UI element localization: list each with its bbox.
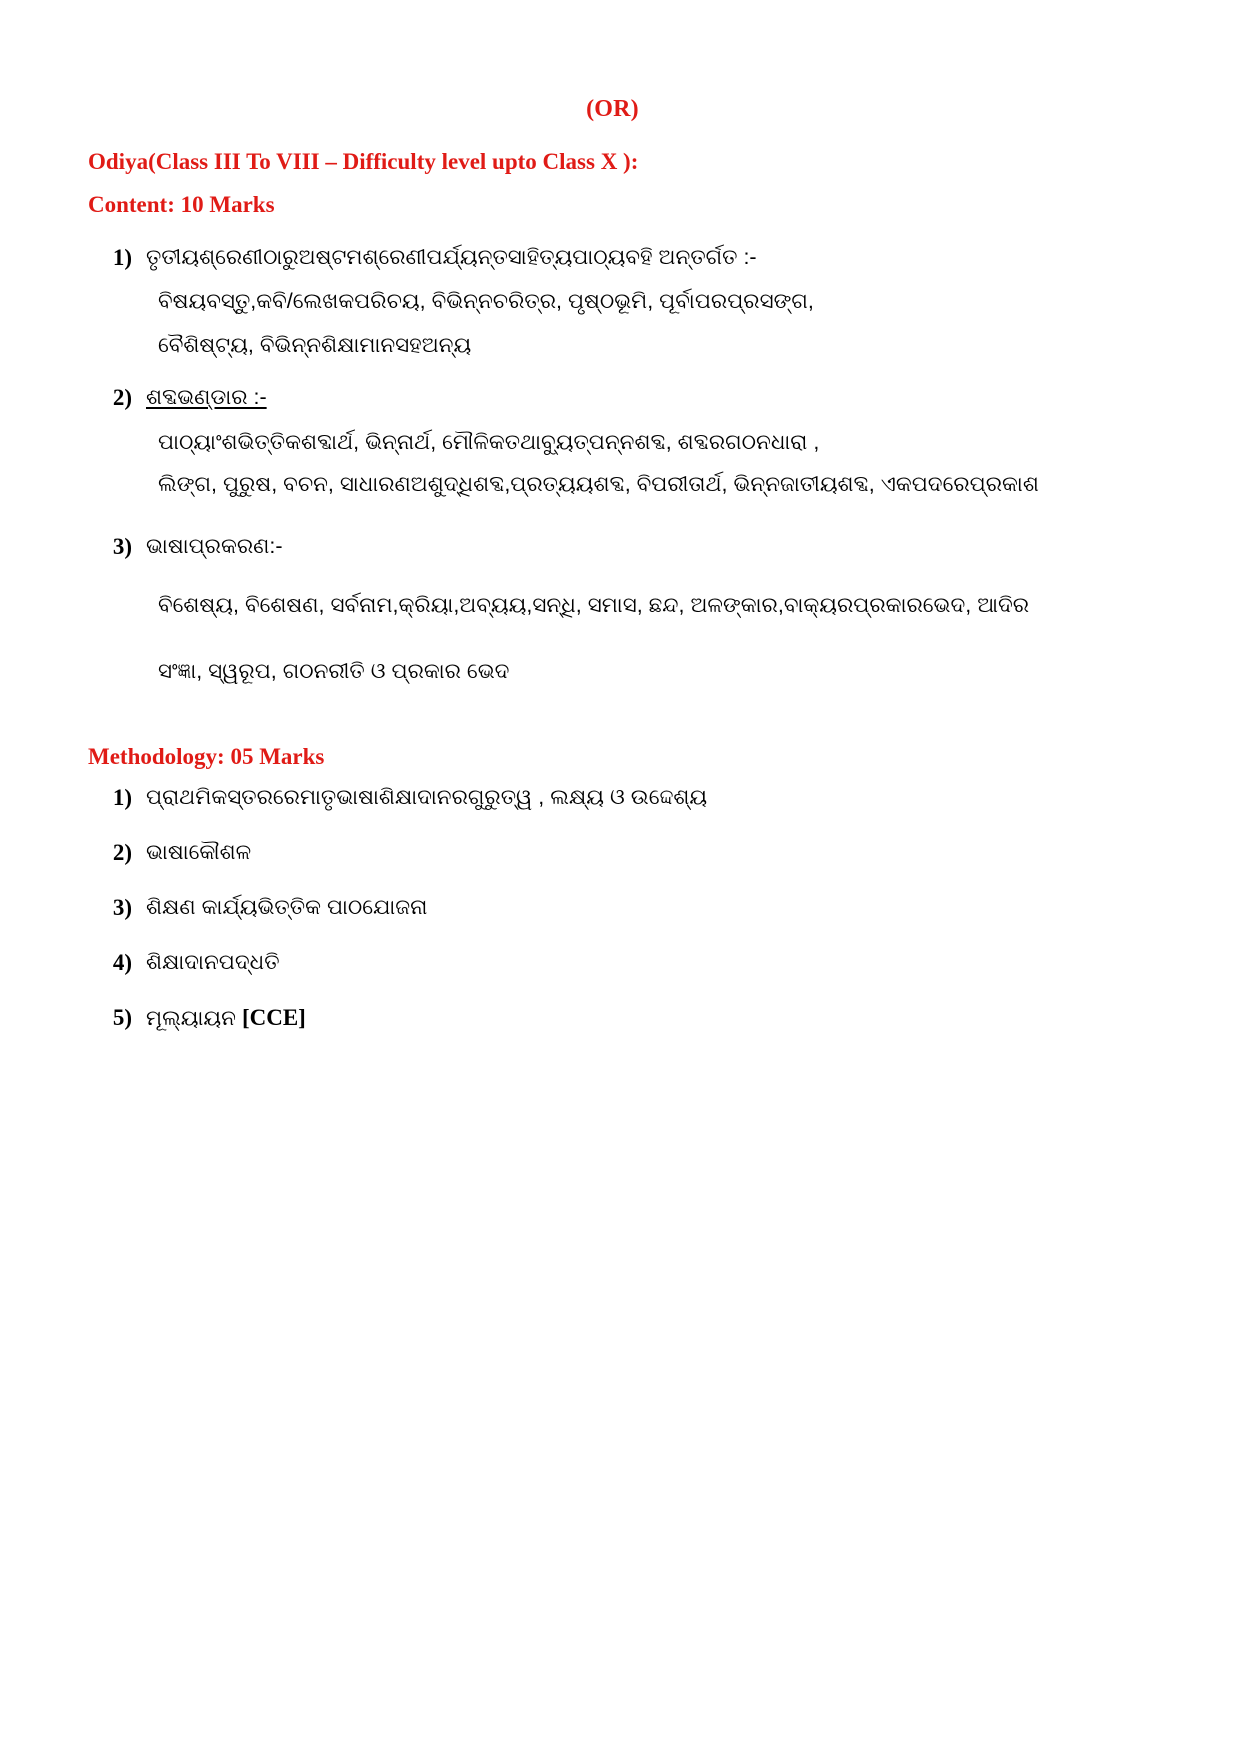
cce-abbreviation: [CCE] [241, 1004, 306, 1030]
list-item-heading: ତୃତୀୟଶ୍ରେଣୀଠାରୁଅଷ୍ଟମଶ୍ରେଣୀପର୍ଯ୍ୟନ୍ତସାହିତ୍ୟପାଠ୍ୟବହି ଅନ୍ତର୍ଗତ :- [146, 244, 757, 269]
list-item [88, 378, 1137, 513]
list-item-heading: ଶବ୍ଦଭଣ୍ଡାର :- [146, 385, 267, 410]
subline: ପାଠ୍ୟାଂଶଭିତ୍ତିକଶବ୍ଦାର୍ଥ, ଭିନ୍ନାର୍ଥ, ମୌଳିକତଥାବ୍ୟୁତ୍ପନ୍ନଶବ୍ଦ, ଶବ୍ଦରଗଠନଧାରା , [158, 429, 820, 454]
list-marker: 2) [112, 385, 132, 411]
list-item-heading: ଭାଷାପ୍ରକରଣ:- [146, 534, 283, 559]
list-marker: 1) [112, 785, 132, 811]
list-item-body [146, 888, 1137, 926]
list-item [88, 778, 1137, 819]
list-item-body [146, 527, 1137, 718]
subline: ସଂଜ୍ଞା, ସ୍ୱରୂପ, ଗଠନରୀତି ଓ ପ୍ରକାର ଭେଦ [158, 658, 510, 683]
list-item [88, 943, 1137, 984]
methodology-list [88, 778, 1137, 1039]
subline: ବିଶେଷ୍ୟ, ବିଶେଷଣ, ସର୍ବନାମ,କ୍ରିୟା,ଅବ୍ୟୟ,ସନ୍ଧି, ସମାସ, ଛନ୍ଦ, ଅଳଙ୍କାର,ବାକ୍ୟରପ୍ରକାରଭେଦ, ଆଦିର [158, 592, 1030, 617]
list-item-body [146, 833, 1137, 871]
methodology-item-text: ପ୍ରାଥମିକସ୍ତରରେମାତୃଭାଷାଶିକ୍ଷାଦାନରଗୁରୁତ୍ୱ , ଲକ୍ଷ୍ୟ ଓ ଉଦ୍ଦେଶ୍ୟ [146, 785, 708, 810]
subline: ବିଷୟବସ୍ତୁ,କବି/ଲେଖକପରିଚୟ, ବିଭିନ୍ନଚରିତ୍ର, ପୃଷ୍ଠଭୂମି, ପୂର୍ବାପରପ୍ରସଙ୍ଗ, [158, 288, 814, 313]
list-marker: 3) [112, 534, 132, 560]
or-label: (OR) [586, 96, 639, 122]
content-marks-heading: Content: 10 Marks [88, 192, 275, 218]
list-item-body [146, 238, 1137, 375]
list-item-body [146, 778, 1137, 816]
list-item-body [146, 378, 1137, 513]
list-item [88, 888, 1137, 929]
list-item-sublines [146, 586, 1137, 691]
methodology-marks-heading: Methodology: 05 Marks [88, 744, 325, 770]
list-marker: 2) [112, 840, 132, 866]
methodology-item-text: ମୂଲ୍ୟାୟନ [146, 1005, 242, 1030]
page-title: Odiya(Class III To VIII – Difficulty level upto Class X ): [88, 149, 639, 174]
list-marker: 1) [112, 244, 132, 270]
content-list [88, 238, 1137, 718]
methodology-item-text: ଶିକ୍ଷଣ କାର୍ଯ୍ୟଭିତ୍ତିକ ପାଠଯୋଜନା [146, 894, 428, 919]
subline: ବୈଶିଷ୍ଟ୍ୟ, ବିଭିନ୍ନଶିକ୍ଷାମାନସହଅନ୍ୟ [158, 333, 472, 358]
list-item-sublines [146, 282, 1137, 365]
list-item [88, 238, 1137, 375]
list-marker: 5) [112, 1004, 132, 1030]
list-item [88, 833, 1137, 874]
list-item-sublines [146, 423, 1137, 504]
list-item [88, 527, 1137, 718]
subline: ଲିଙ୍ଗ, ପୁରୁଷ, ବଚନ, ସାଧାରଣଅଶୁଦ୍ଧିଶବ୍ଦ,ପ୍ରତ୍ୟୟଶବ୍ଦ, ବିପରୀତାର୍ଥ, ଭିନ୍ନଜାତୀୟଶବ୍ଦ, ଏକପଦରେପ୍ରକାଶ [158, 472, 1039, 497]
list-item [88, 998, 1137, 1039]
methodology-item-text: ଭାଷାକୌଶଳ [146, 840, 252, 865]
methodology-item-text-row [146, 998, 1137, 1039]
list-marker: 4) [112, 949, 132, 975]
list-item-body [146, 943, 1137, 981]
methodology-item-text: ଶିକ୍ଷାଦାନପଦ୍ଧତି [146, 949, 280, 974]
list-marker: 3) [112, 894, 132, 920]
list-item-body [146, 998, 1137, 1039]
